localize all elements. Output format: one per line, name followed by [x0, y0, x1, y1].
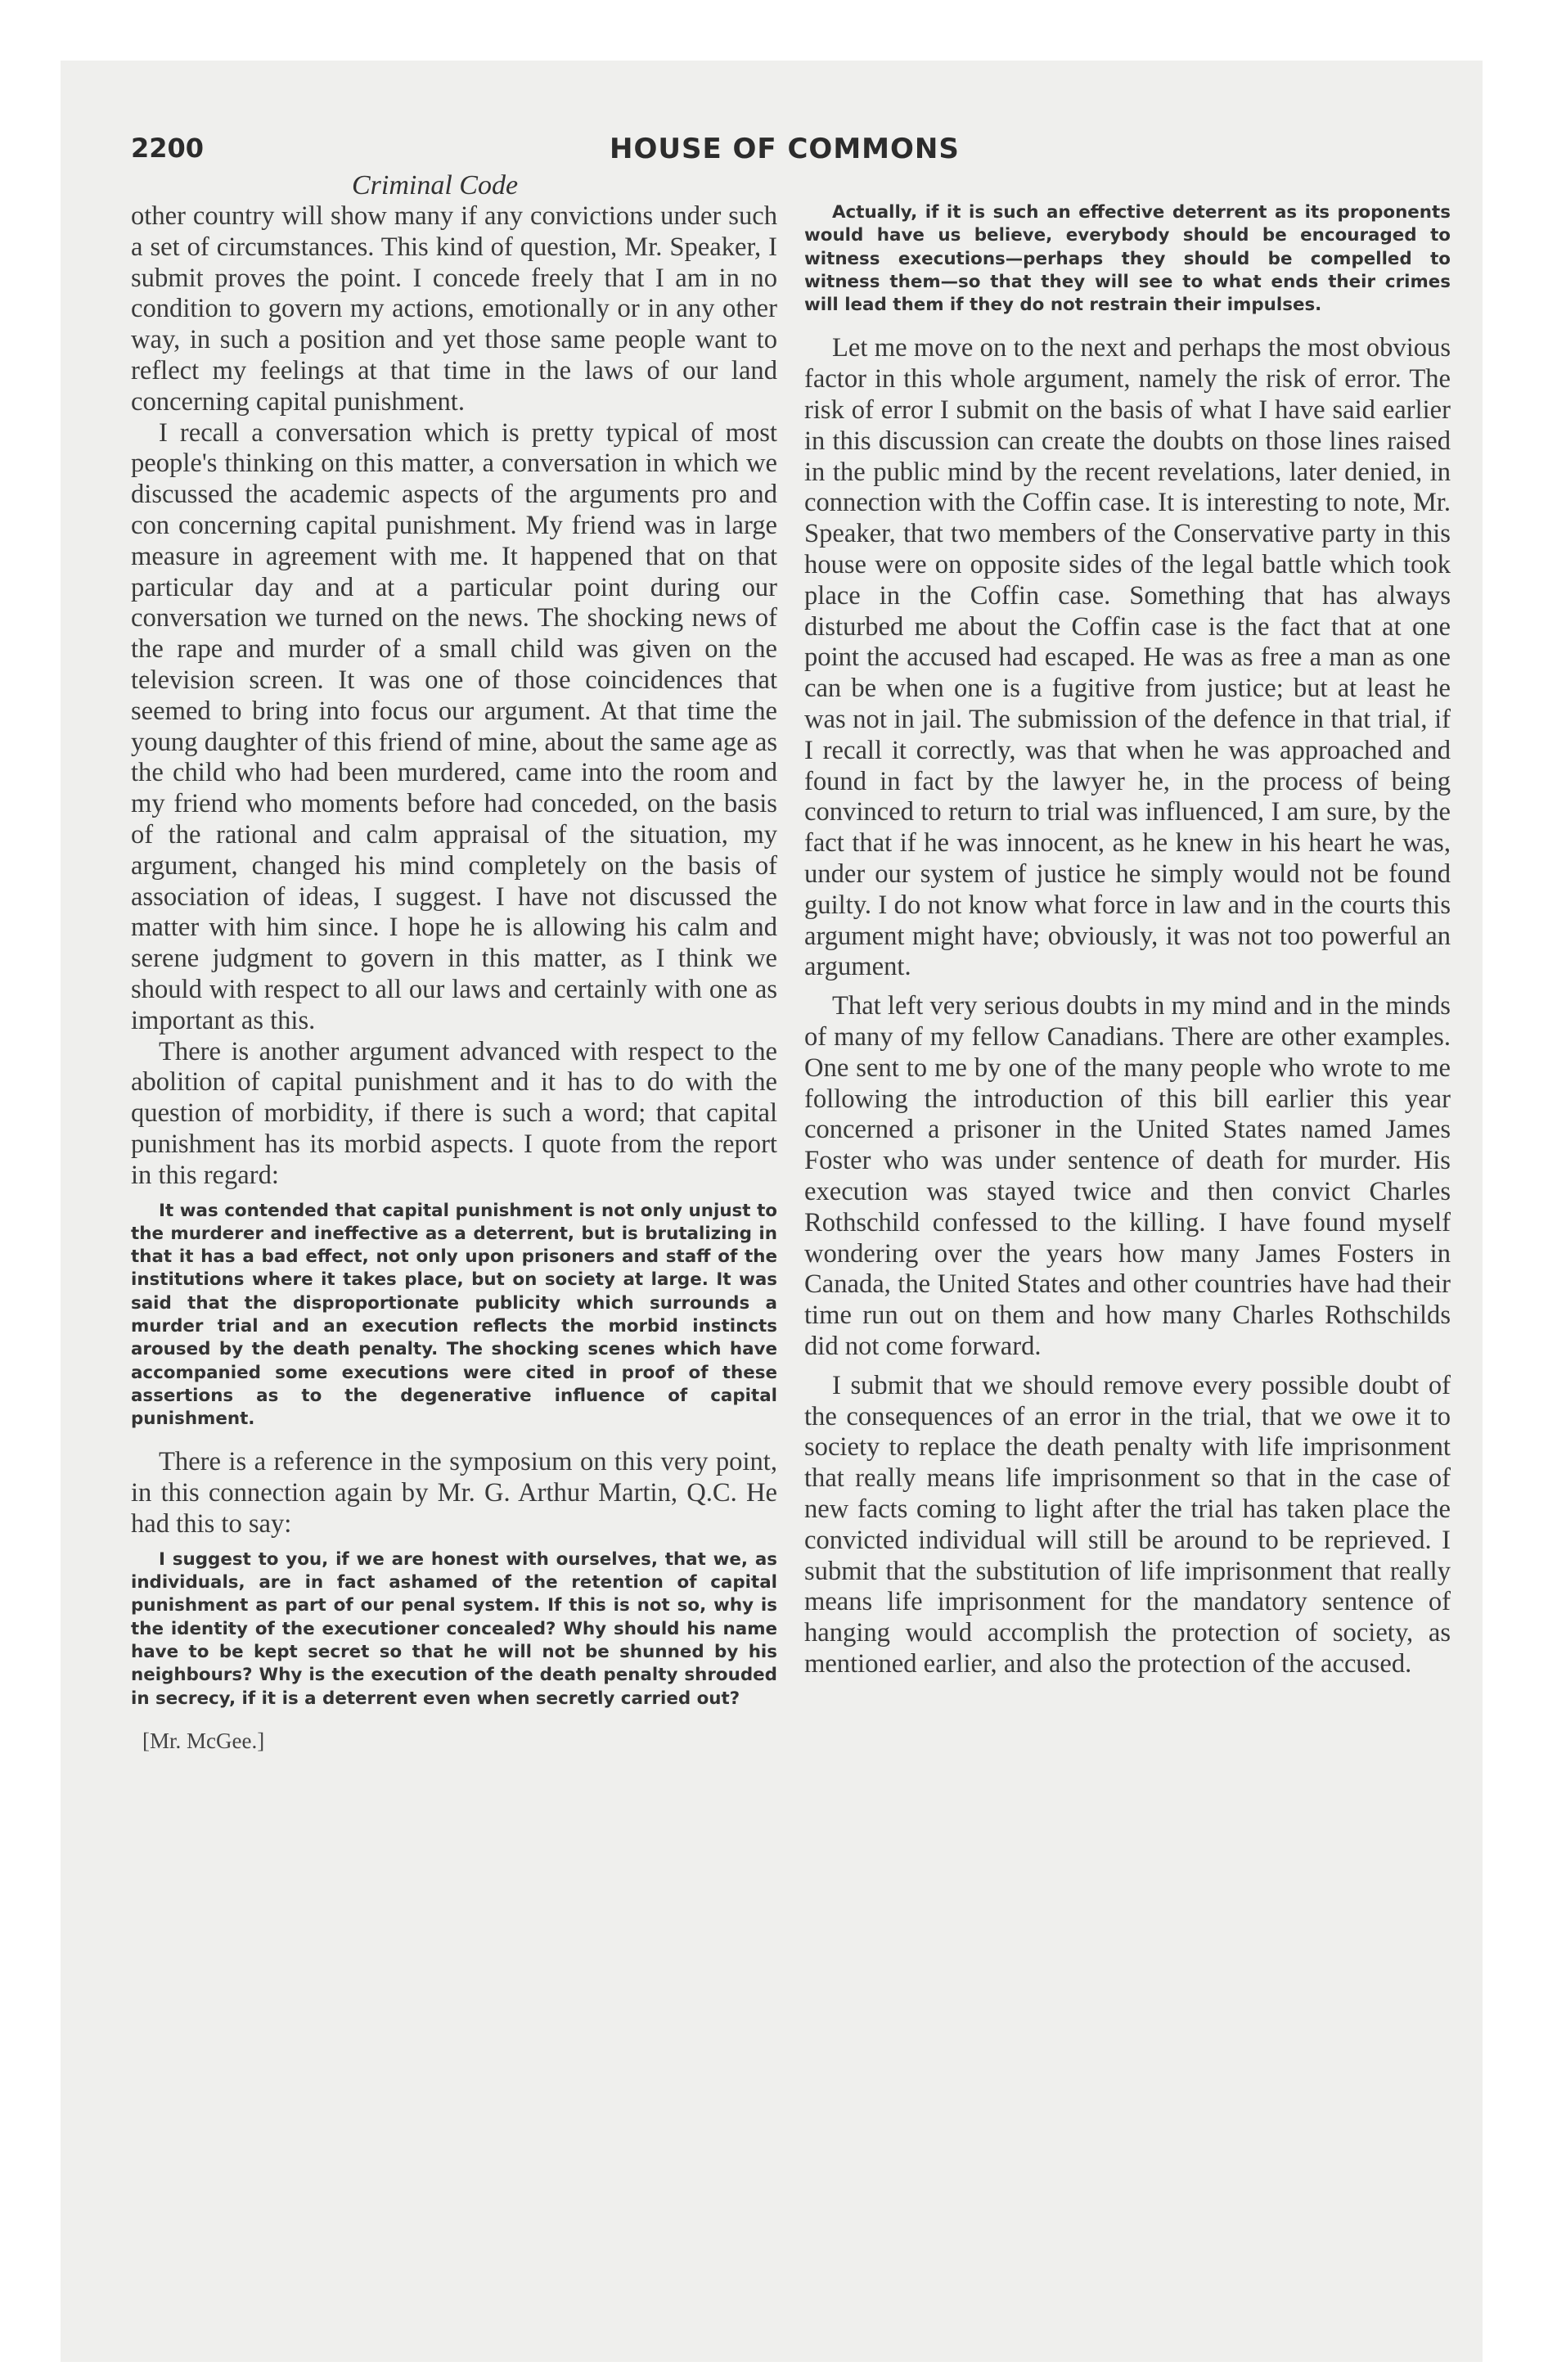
paragraph: other country will show many if any convictions under such a set of circumstances. This kind of question, Mr. Speaker, I submit proves the point. I concede freely that I am in no condition to govern my actions, emotionally or in any other way, in such a position and yet those same people want to reflect my feelings at that time in the laws of our land concerning capital punishment. [131, 201, 777, 417]
page-number: 2200 [131, 133, 205, 164]
paragraph: That left very serious doubts in my mind and in the minds of many of my fellow Canadians. There are other examples. One sent to me by one of the many people who wrote to me following the introduction of this bill earlier this year concerned a prisoner in the United States named James Foster who was under sentence of death for murder. His execution was stayed twice and then convict Charles Rothschild confessed to the killing. I have found myself wondering over the years how many James Fosters in Canada, the United States and other countries have had their time run out on them and how many Charles Rothschilds did not come forward. [804, 991, 1451, 1361]
page-title: HOUSE OF COMMONS [610, 133, 960, 165]
block-quote: Actually, if it is such an effective deterrent as its proponents would have us believe, everybody should be encouraged to witness executions—perhaps they should be compelled to witness them—so that they will see to what ends their crimes will lead them if they do not restrain their impulses. [804, 202, 1451, 316]
paragraph: I recall a conversation which is pretty typical of most people's thinking on this matter, a conversation in which we discussed the academic aspects of the arguments pro and con concerning capital punishment. My friend was in large measure in agreement with me. It happened that on that particular day and at a particular point during our conversation we turned on the news. The shocking news of the rape and murder of a small child was given on the television screen. It was one of those coincidences that seemed to bring into focus our argument. At that time the young daughter of this friend of mine, about the same age as the child who had been murdered, came into the room and my friend who moments before had conceded, on the basis of the rational and calm appraisal of the situation, my argument, changed his mind completely on the basis of association of ideas, I suggest. I have not discussed the matter with him since. I hope he is allowing his calm and serene judgment to govern in this matter, as I think we should with respect to all our laws and certainly with one as important as this. [131, 417, 777, 1035]
paragraph: There is a reference in the symposium on this very point, in this connection again by Mr. G. Arthur Martin, Q.C. He had this to say: [131, 1447, 777, 1539]
block-quote: I suggest to you, if we are honest with ourselves, that we, as individuals, are in fact ashamed of the retention of capital punishment as part of our penal system. If this is not so, why is the identity of the executioner concealed? Why should his name have to be kept secret so that he will not be shunned by his neighbours? Why is the execution of the death penalty shrouded in secrecy, if it is a deterrent even when secretly carried out? [131, 1548, 777, 1709]
paragraph: Let me move on to the next and perhaps the most obvious factor in this whole argument, namely the risk of error. The risk of error I submit on the basis of what I have said earlier in this discussion can create the doubts on those lines raised in the public mind by the recent revelations, later denied, in connection with the Coffin case. It is interesting to note, Mr. Speaker, that two members of the Conservative party in this house were on opposite sides of the legal battle which took place in the Coffin case. Something that has always disturbed me about the Coffin case is the fact that at one point the accused had escaped. He was as free a man as one can be when one is a fugitive from justice; but at least he was not in jail. The submission of the defence in that trial, if I recall it correctly, was that when he was approached and found in fact by the lawyer he, in the process of being convinced to return to trial was influenced, I am sure, by the fact that if he was innocent, as he knew in his heart he was, under our system of justice he simply would not be found guilty. I do not know what force in law and in the courts this argument might have; obviously, it was not too powerful an argument. [804, 333, 1451, 982]
block-quote: It was contended that capital punishment is not only unjust to the murderer and ineffective as a deterrent, but is brutalizing in that it has a bad effect, not only upon prisoners and staff of the institutions where it takes place, but on society at large. It was said that the disproportionate publicity which surrounds a murder trial and an execution reflects the morbid instincts aroused by the death penalty. The shocking scenes which have accompanied some executions were cited in proof of these assertions as to the degenerative influence of capital punishment. [131, 1200, 777, 1430]
left-column [131, 201, 777, 1754]
speaker-attribution: [Mr. McGee.] [142, 1728, 265, 1753]
right-column [804, 201, 1451, 1680]
paragraph: There is another argument advanced with respect to the abolition of capital punishment and it has to do with the question of morbidity, if there is such a word; that capital punishment has its morbid aspects. I quote from the report in this regard: [131, 1036, 777, 1190]
running-head: Criminal Code [352, 170, 519, 201]
paragraph: I submit that we should remove every possible doubt of the consequences of an error in the trial, that we owe it to society to replace the death penalty with life imprisonment that really means life imprisonment so that in the case of new facts coming to light after the trial has taken place the convicted individual will still be around to be reprieved. I submit that the substitution of life imprisonment that really means life imprisonment for the mandatory sentence of hanging would accomplish the protection of society, as mentioned earlier, and also the protection of the accused. [804, 1370, 1451, 1679]
page-header [131, 133, 1473, 174]
